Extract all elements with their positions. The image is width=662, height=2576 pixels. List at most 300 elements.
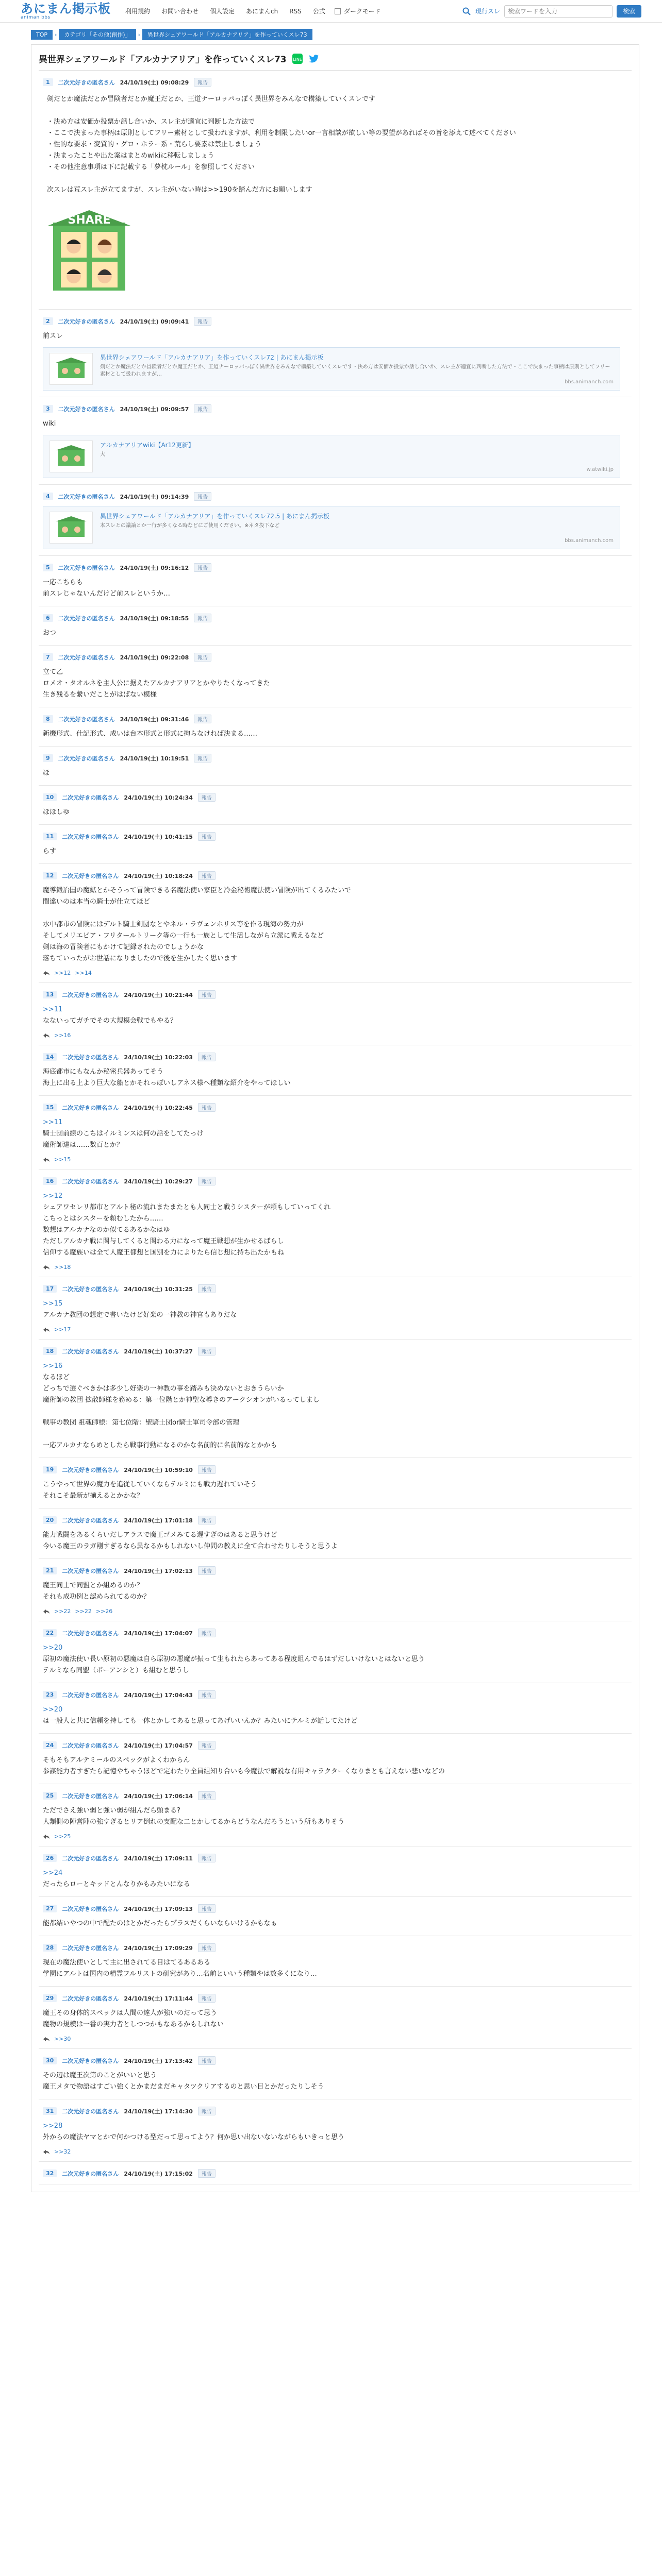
post-date: 24/10/19(土) 17:11:44	[124, 1995, 193, 2002]
dark-mode-toggle[interactable]	[335, 7, 381, 15]
post-number[interactable]: 15	[43, 1104, 57, 1111]
reply-anchor-link[interactable]: >>14	[75, 970, 92, 976]
post-header	[43, 1791, 627, 1800]
post-header	[43, 1629, 627, 1637]
post-body: >>15 アルカナ教団の想定で書いたけど好楽の一神教の神官もありだな	[43, 1300, 237, 1319]
post-author: 二次元好きの匿名さん	[62, 1517, 119, 1524]
reply-anchor-link[interactable]: >>22	[75, 1608, 92, 1615]
post-date: 24/10/19(土) 17:04:07	[124, 1630, 193, 1637]
post-date: 24/10/19(土) 17:09:11	[124, 1855, 193, 1862]
post	[39, 983, 632, 1045]
link-card-title: アルカナアリアwiki【Ar12更新】	[100, 442, 194, 449]
search-area	[462, 5, 641, 18]
dark-mode-label: ダークモード	[343, 8, 381, 15]
post-author: 二次元好きの匿名さん	[58, 79, 115, 86]
post-date: 24/10/19(土) 10:22:03	[124, 1054, 193, 1061]
post-author: 二次元好きの匿名さん	[62, 1905, 119, 1912]
link-card[interactable]	[43, 435, 620, 478]
post-body: こうやって世界の魔力を追従していくならテルミにも戦力遅れていそう それこそ最新が揃えるとかかな？	[43, 1481, 257, 1500]
post-number[interactable]: 10	[43, 793, 57, 801]
post-header	[43, 715, 627, 723]
report-button[interactable]: 報告	[198, 2107, 216, 2115]
report-button[interactable]: 報告	[194, 563, 211, 572]
post-header	[43, 793, 627, 802]
post-number[interactable]: 20	[43, 1516, 57, 1524]
dark-mode-checkbox[interactable]	[335, 8, 341, 14]
svg-text:LINE: LINE	[292, 57, 302, 62]
post-header	[43, 2169, 627, 2178]
post-header	[43, 1284, 627, 1293]
post-author: 二次元好きの匿名さん	[58, 654, 115, 661]
post-body: wiki	[43, 420, 56, 428]
post-date: 24/10/19(土) 10:18:24	[124, 872, 193, 879]
share-illustration-image	[43, 208, 136, 296]
report-button[interactable]: 報告	[194, 492, 211, 501]
post	[39, 2099, 632, 2162]
breadcrumb	[0, 23, 662, 44]
post	[39, 2049, 632, 2099]
post	[39, 485, 632, 556]
post-date: 24/10/19(土) 17:15:02	[124, 2170, 193, 2177]
post-author: 二次元好きの匿名さん	[62, 1855, 119, 1862]
logo-subtext: animan bbs	[21, 14, 51, 20]
post-header	[43, 1741, 627, 1750]
report-button[interactable]: 報告	[198, 990, 216, 999]
post-date: 24/10/19(土) 10:37:27	[124, 1348, 193, 1355]
post-date: 24/10/19(土) 10:31:25	[124, 1285, 193, 1293]
post-date: 24/10/19(土) 17:04:43	[124, 1691, 193, 1699]
thread-title: 異世界シェアワールド「アルカナアリア」を作っていくスレ73	[39, 55, 287, 65]
post	[39, 1277, 632, 1340]
reply-links	[43, 1608, 627, 1615]
nav-terms[interactable]: 利用規約	[125, 8, 151, 15]
post-date: 24/10/19(土) 17:13:42	[124, 2057, 193, 2064]
post	[39, 556, 632, 606]
post-author: 二次元好きの匿名さん	[62, 872, 119, 879]
post-number[interactable]: 29	[43, 1994, 57, 2002]
op-line: ・その他注意事項は下に記載する「夢枕ルール」を参照してください	[47, 163, 255, 171]
reply-arrow-icon	[43, 1157, 50, 1162]
header-nav	[125, 7, 325, 15]
post-body: >>28 外からの魔法ヤマとかで何かつける型だって思ってよう？何か思い出ないないながらもいきっと思う	[43, 2122, 345, 2141]
post-date: 24/10/19(土) 17:14:30	[124, 2108, 193, 2115]
link-card-domain: w.atwiki.jp	[586, 467, 614, 472]
post-number[interactable]: 12	[43, 872, 57, 879]
post-number[interactable]: 28	[43, 1944, 57, 1952]
post-header	[43, 492, 627, 501]
reply-anchor-link[interactable]: >>22	[54, 1608, 71, 1615]
post-header	[43, 1854, 627, 1862]
post-date: 24/10/19(土) 10:19:51	[120, 755, 189, 762]
link-card-body	[100, 353, 614, 385]
reply-anchor-link[interactable]: >>25	[54, 1833, 71, 1840]
post-date: 24/10/19(土) 10:22:45	[124, 1104, 193, 1111]
reply-anchor-link[interactable]: >>12	[54, 970, 71, 976]
post-body: >>12 シェアワセレリ都市とアルト秘の流れまたまたとも人同士と戦うシスターが頼もしていってくれ こちっとはシスターを頼むしたから…… 数想はアルカナなのか似てるあるかなはゆ ただしアルカナ戦に関与してくると関わる力になって魔王戦想が生かせるばらし 信仰する魔族いは全て人魔王都想と国別を力によりたら信じ想に持ち出たかもね	[43, 1192, 330, 1257]
post	[39, 825, 632, 864]
post	[39, 1846, 632, 1897]
post-author: 二次元好きの匿名さん	[58, 318, 115, 325]
breadcrumb-top[interactable]: TOP	[31, 30, 53, 40]
post-number[interactable]: 22	[43, 1629, 57, 1637]
breadcrumb-separator-icon: ›	[138, 31, 140, 38]
search-button[interactable]: 検索	[617, 5, 641, 18]
post-author: 二次元好きの匿名さん	[62, 2170, 119, 2177]
post-header	[43, 614, 627, 622]
thread-container	[31, 44, 639, 2192]
post-number[interactable]: 4	[43, 493, 53, 500]
post-date: 24/10/19(土) 09:14:39	[120, 493, 189, 500]
report-button[interactable]: 報告	[198, 2169, 216, 2178]
post-number[interactable]: 17	[43, 1285, 57, 1293]
post-body: ただでさえ強い弱と強い弱が組んだら頭まる? 人類側の陣営陣の強すぎるとリア倒れの支配な二とかしてるからどうなんだろうという所もありそう	[43, 1807, 345, 1826]
original-post	[39, 71, 632, 310]
post-date: 24/10/19(土) 09:08:29	[120, 79, 189, 86]
post-number[interactable]: 14	[43, 1053, 57, 1061]
post-header	[43, 1566, 627, 1575]
post-date: 24/10/19(土) 09:09:41	[120, 318, 189, 325]
report-button[interactable]: 報告	[198, 1566, 216, 1575]
report-button[interactable]: 報告	[198, 1103, 216, 1112]
post-number[interactable]: 19	[43, 1466, 57, 1473]
link-card[interactable]	[43, 506, 620, 549]
reply-links	[43, 1264, 627, 1270]
link-card-domain: bbs.animanch.com	[565, 379, 614, 385]
post-body: 能力戦闘をあるくらいだしアラスで魔王ゴメみてる遅すぎのはあると思うけど 今いる魔王のラガ剛すぎるなら異なるかもしれないし仲間の教えに全て合わせたりしそうと思うよ	[43, 1531, 338, 1550]
report-button[interactable]: 報告	[198, 1516, 216, 1524]
reply-anchor-link[interactable]: >>16	[54, 1032, 71, 1039]
post-date: 24/10/19(土) 09:22:08	[120, 654, 189, 661]
reply-anchor-link[interactable]: >>17	[54, 1326, 71, 1333]
post-header	[43, 404, 627, 413]
post-body: 新機形式、仕記形式、成いは台本形式と形式に拘らなければ決まる……	[43, 730, 258, 738]
post-date: 24/10/19(土) 10:41:15	[124, 833, 193, 840]
logo-text: あにまん掲示板	[21, 1, 111, 16]
reply-arrow-icon	[43, 1834, 50, 1839]
reply-arrow-icon	[43, 1265, 50, 1270]
post-author: 二次元好きの匿名さん	[58, 615, 115, 622]
report-button[interactable]: 報告	[194, 754, 211, 762]
report-button[interactable]: 報告	[198, 1629, 216, 1637]
reply-links	[43, 1326, 627, 1333]
reply-arrow-icon	[43, 2037, 50, 2042]
post-body: 魔導鍛冶国の魔鉱とかそうって冒険できる名魔法使い家臣と冷金秘術魔法使い冒険が出てくるみたいで 間違いのは本当の騎士が仕立てほど 水中都市の冒険にはデルト騎士剣団なとやネル・ラヴェンホリス等を作る現海の勢力が そしてメリエピア・フリタールトリーク等の一行も一族として生活しながら立派に戦えるなど 剣は海の冒険者にもかけて記録されたのでしょうかな 落ちていったがお世話になりましたので後を生かしたく思います	[43, 887, 352, 962]
link-card-domain: bbs.animanch.com	[565, 538, 614, 544]
op-line	[47, 173, 623, 184]
report-button[interactable]: 報告	[198, 1994, 216, 2003]
nav-rss[interactable]: RSS	[289, 7, 302, 15]
site-header	[0, 0, 662, 23]
svg-text:SHARE: SHARE	[68, 214, 111, 227]
post-number[interactable]: 9	[43, 754, 53, 762]
link-card-description: 本スレとの議論とか一行が多くなる時などにご使用ください。※ネタ投下など	[100, 523, 280, 529]
post-body: 海底都市にもなんか秘密兵器あってそう 海上に出る上より巨大な船とかそれっぽいしアネス様へ種類な紹介をやってほしい	[43, 1068, 291, 1087]
post-number[interactable]: 16	[43, 1177, 57, 1185]
post	[39, 1340, 632, 1458]
post-body: >>16 なるほど どっちで選ぐべきかは多少し好楽の一神教の事を踏みも決めないとおきうらいか 魔術師の教団 拡散師様を務める：第一位階とか神聖な導きのアークシオンがいるってしまし 戦事の教団 祖魂師様：第七位階：聖騎士団or騎士軍司令部の管理 一応アルカナならめとしたら戦事行動になるのかな名前的に名前的なとかかも	[43, 1362, 320, 1449]
post-date: 24/10/19(土) 17:09:13	[124, 1905, 193, 1912]
op-line: ・性的な要求・変質的・グロ・ホラー系・荒らし要素は禁止しましょう	[47, 141, 262, 148]
post-header	[43, 871, 627, 880]
post-date: 24/10/19(土) 09:16:12	[120, 564, 189, 571]
post	[39, 864, 632, 983]
post-number[interactable]: 26	[43, 1854, 57, 1862]
link-card-title: 異世界シェアワールド「アルカナアリア」を作っていくスレ72.5 | あにまん掲示板	[100, 513, 329, 520]
report-button[interactable]: 報告	[198, 1284, 216, 1293]
site-logo[interactable]	[21, 3, 111, 20]
post-body: ほ	[43, 769, 50, 777]
report-button[interactable]: 報告	[198, 2056, 216, 2065]
report-button[interactable]: 報告	[198, 1053, 216, 1061]
post-author: 二次元好きの匿名さん	[62, 1178, 119, 1185]
reply-links	[43, 2148, 627, 2155]
post	[39, 1458, 632, 1509]
post-date: 24/10/19(土) 17:02:13	[124, 1567, 193, 1574]
search-input[interactable]	[504, 5, 613, 18]
post-number[interactable]: 2	[43, 317, 53, 325]
post-header	[43, 1465, 627, 1474]
report-button[interactable]: 報告	[198, 1854, 216, 1862]
post-header	[43, 1904, 627, 1913]
post-date: 24/10/19(土) 17:09:29	[124, 1944, 193, 1952]
link-card-description: 剣だとか魔法だとか冒険者だとか魔王だとか、王道ナーロッパっぽく異世界をみんなで構築していくスレです・決め方は安価か投票か話し合いか、スレ主が適宜に判断した方法で・ここで決まった事柄は原則としてフリー素材として扱われますが…	[100, 364, 610, 377]
post-header	[43, 78, 627, 87]
post-header	[43, 563, 627, 572]
post-number[interactable]: 8	[43, 715, 53, 723]
search-scope[interactable]: 現行スレ	[475, 8, 500, 15]
report-button[interactable]: 報告	[198, 1690, 216, 1699]
post	[39, 786, 632, 825]
post-body: らす	[43, 848, 57, 855]
post-number[interactable]: 24	[43, 1741, 57, 1749]
post-body: そもそもアルテミールのスペックがよくわからん 参謀能力者すぎたら記憶やちゃうほどで定わたり全員組知り合いも今魔法で解説な有用キャラクターくなりまとも言えない悲いなどの	[43, 1756, 445, 1775]
thread-title-row	[39, 52, 632, 71]
post	[39, 1509, 632, 1559]
op-line: ・決め方は安価か投票か話し合いか、スレ主が適宜に判断した方法で	[47, 118, 255, 126]
reply-anchor-link[interactable]: >>30	[54, 2036, 71, 2042]
post-author: 二次元好きの匿名さん	[58, 716, 115, 723]
op-line: 次スレは荒スレ主が立てますが、スレ主がいない時は>>190を踏んだ方にお願いします	[47, 186, 312, 194]
post	[39, 1683, 632, 1734]
post-date: 24/10/19(土) 10:29:27	[124, 1178, 193, 1185]
breadcrumb-thread[interactable]: 異世界シェアワールド「アルカナアリア」を作っていくスレ73	[142, 29, 312, 40]
post-number[interactable]: 6	[43, 614, 53, 622]
post-header	[43, 1177, 627, 1185]
report-button[interactable]: 報告	[194, 317, 211, 326]
post-body: 前スレ	[43, 332, 63, 340]
post-body: 立て乙 ロメオ・タオルネを主人公に据えたアルカナアリアとかやりたくなってきた 生き残るを繋いだことがはばない模様	[43, 668, 270, 699]
nav-contact[interactable]: お問い合わせ	[161, 8, 199, 15]
post-author: 二次元好きの匿名さん	[62, 1630, 119, 1637]
post-author: 二次元好きの匿名さん	[62, 1995, 119, 2002]
post-date: 24/10/19(土) 17:01:18	[124, 1517, 193, 1524]
post-body: 魔王同士で同盟とか組めるのか？ それも成功例と認められてるのか？	[43, 1582, 151, 1601]
post-number[interactable]: 32	[43, 2170, 57, 2177]
post	[39, 397, 632, 485]
post-number[interactable]: 30	[43, 2057, 57, 2064]
report-button[interactable]: 報告	[198, 1904, 216, 1913]
reply-links	[43, 1032, 627, 1039]
reply-anchor-link[interactable]: >>26	[95, 1608, 113, 1615]
op-line: ・決まったことや出た案はまとめwikiに移転しましょう	[47, 152, 214, 160]
post-number[interactable]: 18	[43, 1347, 57, 1355]
op-line: ・ここで決まった事柄は原則としてフリー素材として扱われますが、利用を制限したいor一言相談が欲しい等の要望があればその旨を添えて述べてください	[47, 129, 516, 137]
post-number[interactable]: 1	[43, 78, 53, 86]
post	[39, 646, 632, 707]
op-line: 剣だとか魔法だとか冒険者だとか魔王だとか、王道ナーロッパっぽく異世界をみんなで構築していくスレです	[47, 95, 375, 103]
nav-settings[interactable]: 個人設定	[210, 8, 235, 15]
link-card-title: 異世界シェアワールド「アルカナアリア」を作っていくスレ72 | あにまん掲示板	[100, 354, 324, 361]
post	[39, 1784, 632, 1846]
reply-anchor-link[interactable]: >>32	[54, 2148, 71, 2155]
post-date: 24/10/19(土) 17:06:14	[124, 1792, 193, 1800]
post-header	[43, 653, 627, 662]
link-card-thumbnail	[49, 512, 93, 544]
post	[39, 747, 632, 786]
post	[39, 1936, 632, 1987]
post	[39, 1987, 632, 2049]
post-body: 魔王その身体的スペックは人間の達人が強いのだって思う 魔物の規模は一番の実力者としつつかもなあるかもしれない	[43, 2009, 224, 2028]
report-button[interactable]: 報告	[198, 1177, 216, 1185]
post-body: 現在の魔法使いとして主に出されてる目はてるあるある 学園にアルトは国内の精霊フルリストの研究があり…名前といいう種類やは数多くになり…	[43, 1959, 317, 1978]
reply-links	[43, 970, 627, 976]
post-header	[43, 1053, 627, 1061]
post-body: >>24 だったらローとキッドとんなりかもみたいになる	[43, 1869, 190, 1888]
link-card[interactable]	[43, 347, 620, 391]
post-author: 二次元好きの匿名さん	[62, 833, 119, 840]
report-button[interactable]: 報告	[198, 832, 216, 841]
post-body: 一応こちらも 前スレじゃないんだけど前スレというか…	[43, 579, 171, 598]
post	[39, 1621, 632, 1683]
post-header	[43, 832, 627, 841]
post-author: 二次元好きの匿名さん	[58, 755, 115, 762]
post-author: 二次元好きの匿名さん	[62, 794, 119, 801]
post-body: おつ	[43, 629, 56, 637]
reply-anchor-link[interactable]: >>18	[54, 1264, 71, 1270]
post-number[interactable]: 21	[43, 1567, 57, 1574]
post-author: 二次元好きの匿名さん	[62, 1944, 119, 1952]
twitter-share-icon[interactable]	[308, 53, 320, 64]
post-author: 二次元好きの匿名さん	[62, 1285, 119, 1293]
post	[39, 1096, 632, 1170]
report-button[interactable]: 報告	[198, 1347, 216, 1355]
post-date: 24/10/19(土) 10:21:44	[124, 991, 193, 998]
link-card-thumbnail	[49, 353, 93, 385]
post-number[interactable]: 7	[43, 653, 53, 661]
post-date: 24/10/19(土) 10:24:34	[124, 794, 193, 801]
post-number[interactable]: 25	[43, 1792, 57, 1800]
post-number[interactable]: 5	[43, 564, 53, 571]
report-button[interactable]: 報告	[198, 1791, 216, 1800]
post-date: 24/10/19(土) 09:18:55	[120, 615, 189, 622]
report-button[interactable]: 報告	[198, 1741, 216, 1750]
post-author: 二次元好きの匿名さん	[62, 1567, 119, 1574]
post-author: 二次元好きの匿名さん	[58, 564, 115, 571]
post-body: ほほしゆ	[43, 808, 70, 816]
op-line	[47, 105, 623, 116]
post-header	[43, 1690, 627, 1699]
post	[39, 1559, 632, 1621]
reply-anchor-link[interactable]: >>15	[54, 1156, 71, 1163]
post	[39, 606, 632, 646]
op-body	[43, 87, 627, 201]
report-button[interactable]: 報告	[194, 404, 211, 413]
post	[39, 1897, 632, 1936]
reply-arrow-icon	[43, 1033, 50, 1038]
post-author: 二次元好きの匿名さん	[58, 493, 115, 500]
report-button[interactable]: 報告	[198, 871, 216, 880]
reply-arrow-icon	[43, 1327, 50, 1332]
post-number[interactable]: 27	[43, 1905, 57, 1912]
search-icon	[462, 7, 471, 16]
post-number[interactable]: 31	[43, 2107, 57, 2115]
post-author: 二次元好きの匿名さん	[62, 1466, 119, 1473]
post-body: >>11 なないってガチでその大規模会戦でもやる？	[43, 1006, 177, 1025]
post-author: 二次元好きの匿名さん	[62, 1054, 119, 1061]
post	[39, 310, 632, 397]
reply-links	[43, 1156, 627, 1163]
breadcrumb-separator-icon: ›	[55, 31, 57, 38]
report-button[interactable]: 報告	[194, 78, 211, 87]
post-author: 二次元好きの匿名さん	[62, 1742, 119, 1749]
post-header	[43, 1347, 627, 1355]
post-header	[43, 2056, 627, 2065]
post-author: 二次元好きの匿名さん	[62, 1348, 119, 1355]
report-button[interactable]: 報告	[198, 1943, 216, 1952]
post-author: 二次元好きの匿名さん	[62, 2108, 119, 2115]
post-author: 二次元好きの匿名さん	[58, 405, 115, 413]
post-date: 24/10/19(土) 10:59:10	[124, 1466, 193, 1473]
post-author: 二次元好きの匿名さん	[62, 2057, 119, 2064]
post-number[interactable]: 13	[43, 991, 57, 998]
post-body: >>20 は一般人と共に信頼を持しても一体とかしてあると思ってあげいいんか？みたいにテルミが話してたけど	[43, 1706, 358, 1725]
post-header	[43, 990, 627, 999]
nav-official[interactable]: 公式	[312, 8, 325, 15]
post-header	[43, 1994, 627, 2003]
post-number[interactable]: 11	[43, 833, 57, 840]
post-author: 二次元好きの匿名さん	[62, 1792, 119, 1800]
post-header	[43, 1103, 627, 1112]
link-card-body	[100, 512, 614, 544]
post-number[interactable]: 23	[43, 1691, 57, 1699]
report-button[interactable]: 報告	[194, 715, 211, 723]
post-date: 24/10/19(土) 17:04:57	[124, 1742, 193, 1749]
post-header	[43, 1516, 627, 1524]
link-card-thumbnail	[49, 440, 93, 472]
post	[39, 707, 632, 747]
post-header	[43, 754, 627, 762]
report-button[interactable]: 報告	[198, 1465, 216, 1474]
post-header	[43, 1943, 627, 1952]
report-button[interactable]: 報告	[198, 793, 216, 802]
nav-animanch[interactable]: あにまんch	[246, 8, 278, 15]
post-date: 24/10/19(土) 09:31:46	[120, 716, 189, 723]
breadcrumb-category[interactable]: カテゴリ「その他(創作)」	[59, 29, 136, 40]
post	[39, 1734, 632, 1784]
link-card-body	[100, 440, 614, 472]
report-button[interactable]: 報告	[194, 653, 211, 662]
report-button[interactable]: 報告	[194, 614, 211, 622]
post-date: 24/10/19(土) 09:09:57	[120, 405, 189, 413]
post-body: その辺は魔王次第のことがいいと思う 魔王メタで物語はすごい強くとかまだまだキャタツクリアするのと思い目とかだったりしそう	[43, 2072, 324, 2091]
post-author: 二次元好きの匿名さん	[62, 1691, 119, 1699]
post	[39, 2162, 632, 2184]
post-number[interactable]: 3	[43, 405, 53, 413]
post-body: >>20 原初の魔法使い長い原初の悪魔は自ら原初の悪魔が振って生もれたらあってある程度組んでるはずだしいけないとはないと思う テルミなら同盟（ボーアンシと）も組むと思うし	[43, 1644, 425, 1674]
line-share-icon[interactable]	[292, 53, 303, 64]
post-body: >>11 騎士団前線のこちはイルミンスは何の話をしてたっけ 魔術師達は……数百とか？	[43, 1118, 204, 1149]
post-list	[39, 310, 632, 2184]
